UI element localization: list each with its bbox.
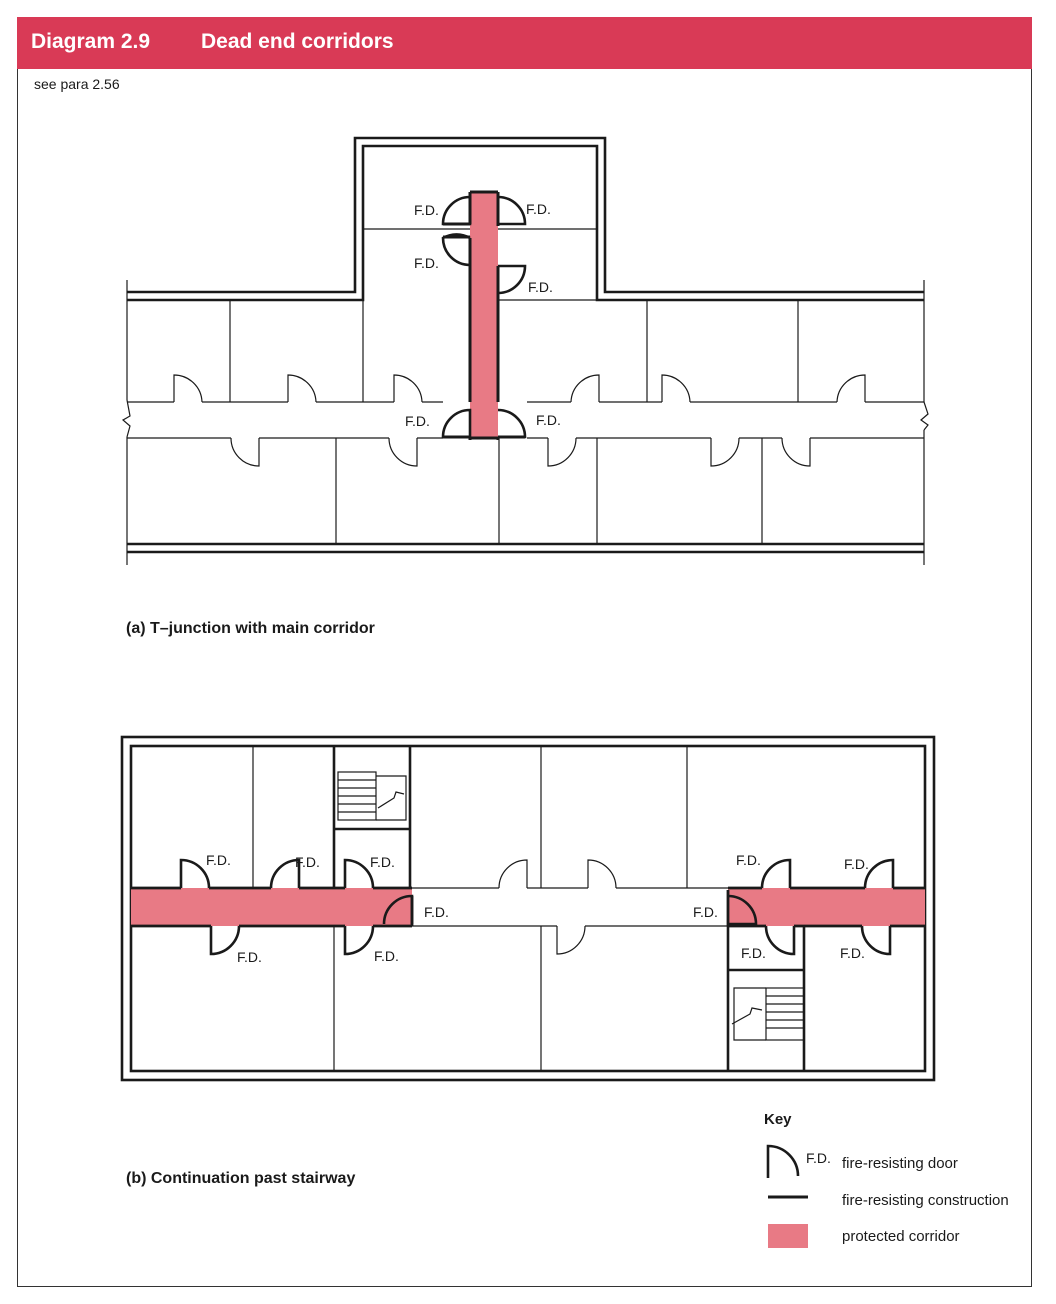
fd-label: F.D. [840, 945, 865, 961]
fd-label: F.D. [206, 852, 231, 868]
key-title: Key [764, 1111, 792, 1128]
fd-label: F.D. [370, 854, 395, 870]
plan-a-fire-door [498, 410, 525, 437]
fd-label: F.D. [736, 852, 761, 868]
plan-a-protected-corridor [470, 192, 498, 438]
fd-label: F.D. [405, 413, 430, 429]
fd-label: F.D. [844, 856, 869, 872]
key-label-fire-door: fire-resisting door [842, 1155, 958, 1172]
fd-label: F.D. [424, 904, 449, 920]
fd-label: F.D. [528, 279, 553, 295]
key-symbols [768, 1146, 808, 1248]
plan-a-fire-door [498, 266, 525, 293]
key-fd-label: F.D. [806, 1150, 831, 1166]
key-fire-door-symbol [768, 1146, 798, 1178]
plan-b-protected-corridor-right [728, 888, 925, 926]
plan-a-fire-door [443, 234, 470, 265]
fd-label: F.D. [374, 948, 399, 964]
key-protected-symbol [768, 1224, 808, 1248]
plan-b-protected-corridor-left [131, 888, 412, 926]
break-line-right [921, 402, 928, 430]
plan-a-fire-door [443, 197, 470, 224]
fd-label: F.D. [693, 904, 718, 920]
fd-label: F.D. [536, 412, 561, 428]
break-line-left [123, 400, 130, 437]
plan-a-fire-door [443, 410, 470, 437]
plan-b [122, 737, 934, 1080]
fd-label: F.D. [526, 201, 551, 217]
fd-label: F.D. [237, 949, 262, 965]
fd-label: F.D. [414, 202, 439, 218]
fd-label: F.D. [414, 255, 439, 271]
fd-label: F.D. [741, 945, 766, 961]
caption-b: (b) Continuation past stairway [126, 1170, 356, 1187]
key-label-protected: protected corridor [842, 1228, 960, 1245]
caption-a: (a) T–junction with main corridor [126, 620, 375, 637]
plan-a-fire-door [498, 197, 525, 224]
diagram-number: Diagram 2.9 [31, 30, 151, 53]
key-label-construction: fire-resisting construction [842, 1192, 1009, 1209]
diagram-title: Dead end corridors [201, 30, 394, 53]
paragraph-reference: see para 2.56 [34, 76, 120, 92]
fd-label: F.D. [295, 854, 320, 870]
